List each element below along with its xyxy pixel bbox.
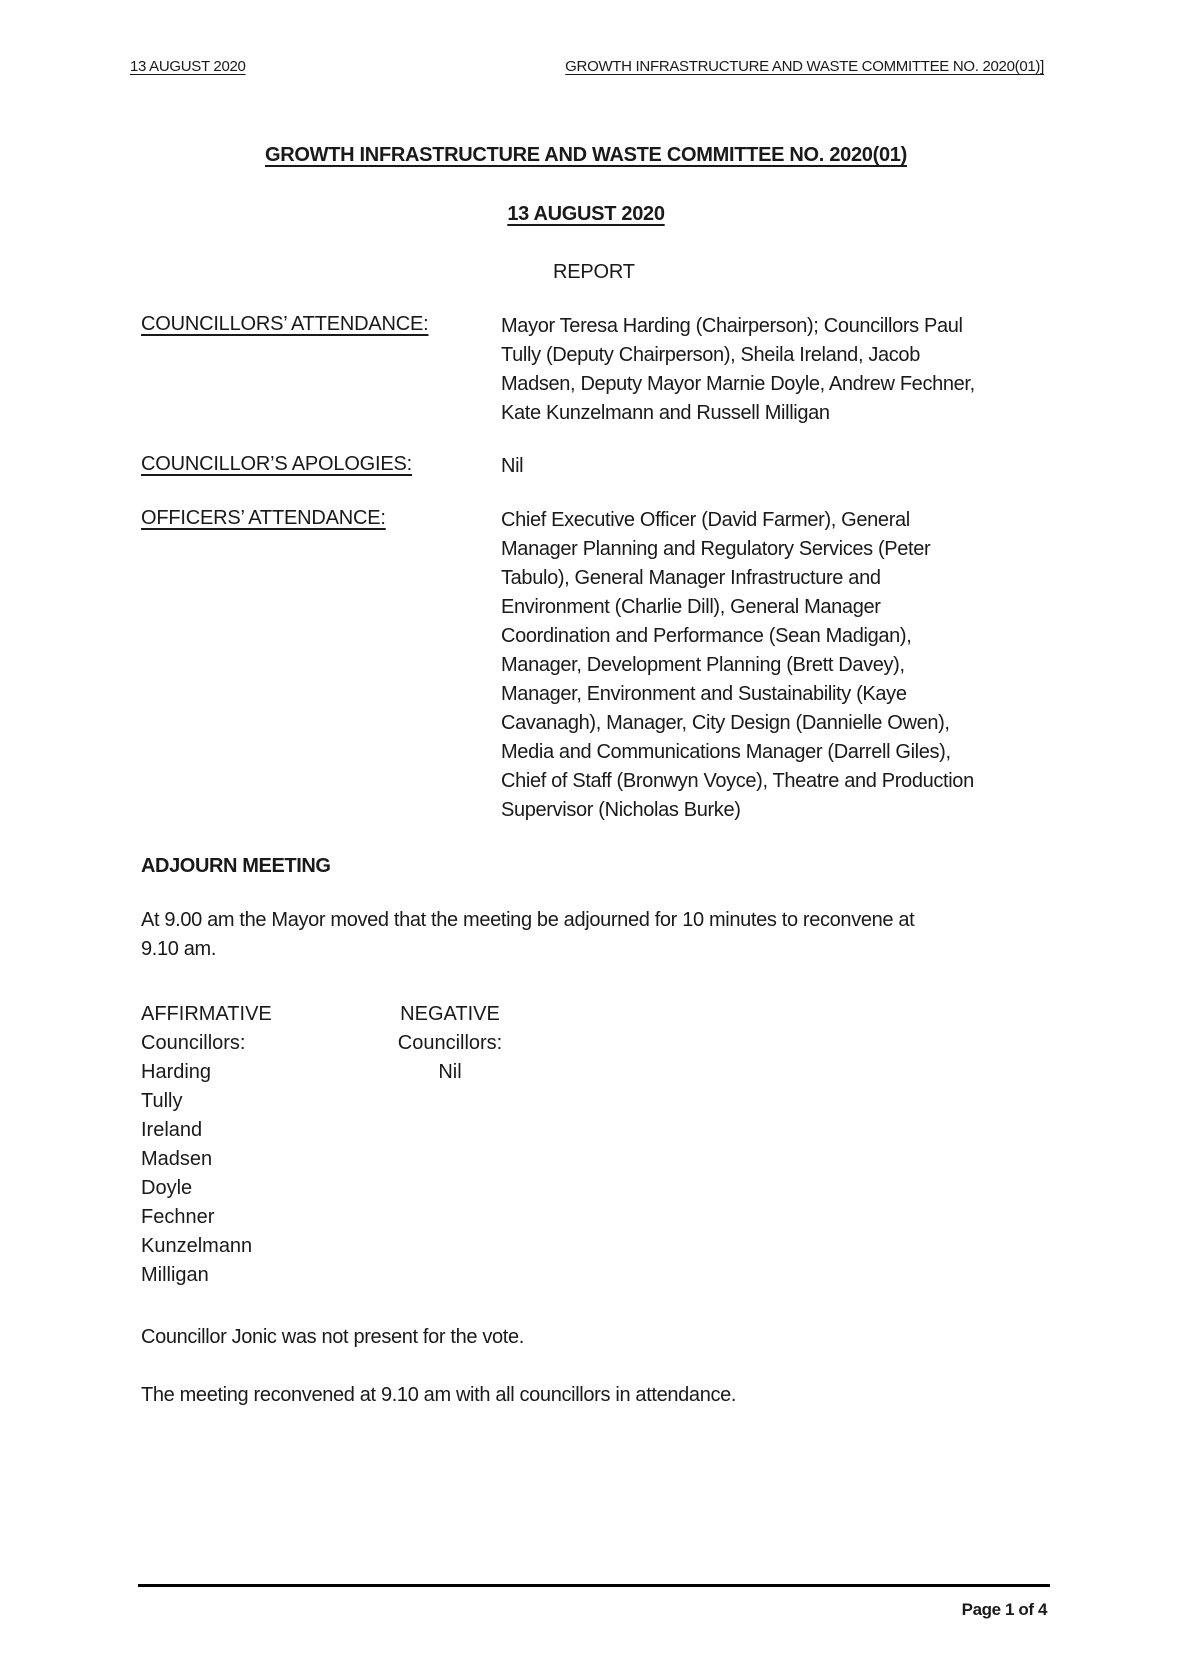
adjourn-paragraph: [141, 906, 914, 964]
affirmative-name: Doyle: [141, 1177, 193, 1199]
officers-attendance-label: OFFICERS’ ATTENDANCE:: [141, 507, 386, 529]
attendance-line: Madsen, Deputy Mayor Marnie Doyle, Andrew Fechner,: [501, 373, 975, 395]
officer-line: Cavanagh), Manager, City Design (Dannielle Owen),: [501, 712, 950, 734]
negative-column: [380, 1000, 520, 1087]
document-title: GROWTH INFRASTRUCTURE AND WASTE COMMITTEE NO. 2020(01): [265, 144, 907, 166]
affirmative-column: [141, 1000, 272, 1290]
officer-line: Coordination and Performance (Sean Madigan),: [501, 625, 912, 647]
affirmative-name: Madsen: [141, 1148, 213, 1170]
officer-line: Chief Executive Officer (David Farmer), General: [501, 509, 910, 531]
reconvened-note: The meeting reconvened at 9.10 am with all councillors in attendance.: [141, 1384, 737, 1406]
councillors-apologies-label: COUNCILLOR’S APOLOGIES:: [141, 453, 413, 475]
affirmative-name: Tully: [141, 1090, 183, 1112]
document-type: REPORT: [553, 261, 635, 283]
running-header-date: 13 AUGUST 2020: [130, 58, 246, 75]
affirmative-name: Fechner: [141, 1206, 215, 1228]
negative-heading: NEGATIVE: [400, 1003, 500, 1025]
page-number: Page 1 of 4: [961, 1600, 1047, 1619]
affirmative-name: Harding: [141, 1061, 212, 1083]
officer-line: Environment (Charlie Dill), General Manager: [501, 596, 881, 618]
document-date: 13 AUGUST 2020: [507, 203, 665, 225]
paragraph-line: 9.10 am.: [141, 938, 217, 960]
councillors-attendance-list: [501, 312, 1061, 428]
affirmative-name: Ireland: [141, 1119, 203, 1141]
attendance-line: Kate Kunzelmann and Russell Milligan: [501, 402, 830, 424]
councillors-apologies-value: Nil: [501, 455, 524, 477]
councillors-attendance-label: COUNCILLORS’ ATTENDANCE:: [141, 313, 429, 335]
officers-attendance-list: [501, 506, 1061, 825]
officer-line: Media and Communications Manager (Darrell Giles),: [501, 741, 951, 763]
paragraph-line: At 9.00 am the Mayor moved that the meeting be adjourned for 10 minutes to reconvene at: [141, 909, 915, 931]
negative-subheading: Councillors:: [397, 1032, 503, 1054]
footer-divider: [138, 1584, 1050, 1587]
affirmative-name: Milligan: [141, 1264, 209, 1286]
affirmative-subheading: Councillors:: [141, 1032, 246, 1054]
attendance-line: Mayor Teresa Harding (Chairperson); Councillors Paul: [501, 315, 963, 337]
adjourn-heading: ADJOURN MEETING: [141, 855, 331, 877]
attendance-line: Tully (Deputy Chairperson), Sheila Ireland, Jacob: [501, 344, 920, 366]
absence-note: Councillor Jonic was not present for the vote.: [141, 1326, 524, 1348]
officer-line: Tabulo), General Manager Infrastructure and: [501, 567, 881, 589]
officer-line: Manager, Development Planning (Brett Davey),: [501, 654, 905, 676]
affirmative-heading: AFFIRMATIVE: [141, 1003, 272, 1025]
officer-line: Supervisor (Nicholas Burke): [501, 799, 741, 821]
affirmative-name: Kunzelmann: [141, 1235, 253, 1257]
officer-line: Manager Planning and Regulatory Services (Peter: [501, 538, 931, 560]
officer-line: Manager, Environment and Sustainability (Kaye: [501, 683, 907, 705]
negative-value: Nil: [438, 1061, 462, 1083]
officer-line: Chief of Staff (Bronwyn Voyce), Theatre and Production: [501, 770, 974, 792]
running-header-committee: GROWTH INFRASTRUCTURE AND WASTE COMMITTEE NO. 2020(01)]: [565, 58, 1044, 75]
